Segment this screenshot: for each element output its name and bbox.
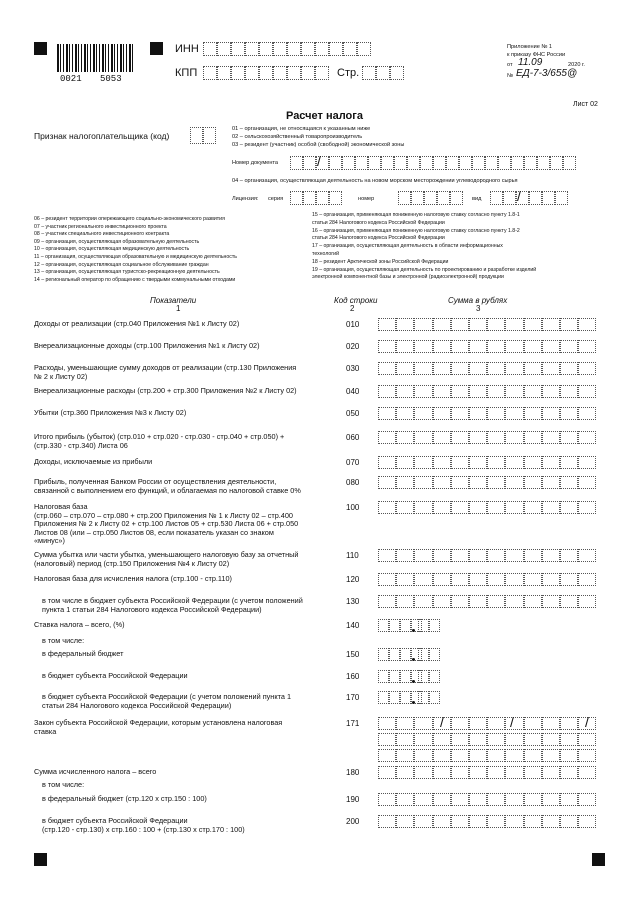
taxpayer-option-03: 03 – резидент (участник) особой (свободной) экономической зоны [232, 142, 405, 148]
row-code: 080 [346, 478, 360, 487]
corner-marker-top-left [34, 42, 47, 55]
row-label: Закон субъекта Российской Федерации, которым установлена налоговая ставка [34, 718, 283, 736]
row-label: Доходы, исключаемые из прибыли [34, 457, 153, 466]
sum-field[interactable] [378, 733, 596, 746]
barcode [57, 44, 135, 72]
sheet-label: Лист 02 [573, 101, 598, 108]
sum-field[interactable] [378, 456, 596, 469]
code-item: 13 – организация, осуществляющая туристско-рекреационную деятельность [34, 269, 220, 276]
sum-field[interactable] [378, 362, 596, 375]
sum-field[interactable] [378, 501, 596, 514]
code-item: статьи 284 Налогового кодекса Российской Федерации [312, 219, 445, 226]
row-label: Налоговая база для исчисления налога (стр.100 - стр.110) [34, 574, 232, 583]
law-slash: / [440, 714, 444, 730]
row-label: Убытки (стр.360 Приложения №3 к Листу 02) [34, 408, 187, 417]
sum-field[interactable] [378, 549, 596, 562]
corner-marker-bottom-right [592, 853, 605, 866]
appendix-number: ЕД-7-3/655@ [516, 68, 578, 79]
row-code: 200 [346, 817, 360, 826]
doc-number-field[interactable] [290, 156, 576, 170]
kpp-label: КПП [175, 67, 198, 79]
sum-field[interactable] [378, 385, 596, 398]
row-label: Доходы от реализации (стр.040 Приложения №1 к Листу 02) [34, 319, 240, 328]
law-slash: / [510, 714, 514, 730]
inn-label: ИНН [175, 43, 199, 55]
row-code: 030 [346, 364, 360, 373]
code-item: 16 – организация, применяющая пониженную налоговую ставку согласно пункту 1.8-2 [312, 227, 520, 234]
taxpayer-sign-field[interactable] [190, 127, 216, 144]
decimal-dot [412, 629, 415, 632]
code-item: 15 – организация, применяющая пониженную налоговую ставку согласно пункту 1.8-1 [312, 212, 520, 218]
kpp-field[interactable] [203, 66, 329, 80]
rate-fraction-field[interactable] [418, 670, 440, 683]
col-number-1: 1 [176, 304, 181, 313]
decimal-dot [412, 680, 415, 683]
sum-field[interactable] [378, 340, 596, 353]
row-label: в федеральный бюджет [42, 649, 124, 658]
row-label: в бюджет субъекта Российской Федерации (стр.120 - стр.130) х стр.160 : 100 + (стр.130 х стр.170 : 100) [42, 816, 245, 834]
sum-field[interactable] [378, 431, 596, 444]
law-slash: / [585, 714, 589, 730]
row-code: 100 [346, 503, 360, 512]
appendix-date: 11.09 [518, 57, 543, 68]
license-number-label: номер [358, 196, 375, 202]
row-label: в том числе: [42, 780, 85, 789]
row-code: 010 [346, 320, 360, 329]
corner-marker-top-mid [150, 42, 163, 55]
decimal-dot [412, 658, 415, 661]
sum-field[interactable] [378, 407, 596, 420]
row-label: в бюджет субъекта Российской Федерации (с учетом положений пункта 1 статьи 284 Налогового кодекса Российской Федерации) [42, 692, 292, 710]
license-series-field[interactable] [290, 191, 342, 205]
row-label: в бюджет субъекта Российской Федерации [42, 671, 188, 680]
taxpayer-option-02: 02 – сельскохозяйственный товаропроизводитель [232, 134, 363, 140]
appendix-line1: Приложение № 1 [507, 44, 553, 50]
sum-field[interactable] [378, 595, 596, 608]
code-item: 08 – участник специального инвестиционного контракта [34, 231, 170, 238]
sum-field[interactable] [378, 717, 596, 730]
row-code: 020 [346, 342, 360, 351]
code-item: 09 – организация, осуществляющая образовательную деятельность [34, 238, 200, 245]
barcode-number-left: 0021 [60, 74, 82, 84]
row-code: 040 [346, 387, 360, 396]
license-label: Лицензия: [232, 196, 259, 202]
row-code: 050 [346, 409, 360, 418]
row-code: 070 [346, 458, 360, 467]
row-label: Сумма исчисленного налога – всего [34, 767, 157, 776]
row-code: 170 [346, 693, 360, 702]
code-item: 10 – организация, осуществляющая медицинскую деятельность [34, 246, 190, 253]
row-label: Прибыль, полученная Банком России от осуществления деятельности, связанной с выполнением его функций, и облагаемая по налоговой ставке 0% [34, 477, 301, 495]
license-type-field[interactable] [490, 191, 568, 205]
sum-field[interactable] [378, 318, 596, 331]
code-item: 07 – участник регионального инвестиционного проекта [34, 223, 167, 230]
appendix-year: 2020 г. [568, 62, 585, 68]
taxpayer-sign-label: Признак налогоплательщика (код) [34, 131, 170, 141]
row-label: Расходы, уменьшающие сумму доходов от реализации (стр.130 Приложения № 2 к Листу 02) [34, 363, 297, 381]
code-item: технологий [312, 251, 339, 257]
code-item: 12 – организация, осуществляющая социальное обслуживание граждан [34, 261, 209, 268]
row-code: 060 [346, 433, 360, 442]
appendix-no-prefix: № [507, 73, 514, 79]
code-item: 17 – организация, осуществляющая деятельность в области информационных [312, 243, 503, 250]
row-label: Итого прибыль (убыток) (стр.010 + стр.020 - стр.030 - стр.040 + стр.050) + (стр.330 - стр.340) Листа 06 [34, 432, 285, 450]
col-header-sum: Сумма в рублях [448, 296, 508, 305]
corner-marker-bottom-left [34, 853, 47, 866]
row-code: 150 [346, 650, 360, 659]
col-header-indicators: Показатели [150, 296, 197, 305]
row-label: в том числе в бюджет субъекта Российской Федерации (с учетом положений пункта 1 статьи 284 Налогового кодекса Российской Федерации) [42, 596, 303, 614]
row-code: 160 [346, 672, 360, 681]
row-label: в федеральный бюджет (стр.120 х стр.150 : 100) [42, 794, 207, 803]
code-item: статьи 284 Налогового кодекса Российской Федерации [312, 235, 445, 242]
row-code: 180 [346, 768, 360, 777]
row-code: 130 [346, 597, 360, 606]
code-item: 06 – резидент территории опережающего социально-экономического развития [34, 216, 225, 222]
rate-fraction-field[interactable] [418, 691, 440, 704]
appendix-line2: к приказу ФНС России [507, 52, 566, 58]
row-label: Налоговая база (стр.060 – стр.070 – стр.080 + стр.200 Приложения № 1 к Листу 02 – стр.400 Приложения № 2 к Листу 02 + стр.100 Листов 05 + стр.530 Листа 06 + стр.050 Листов 08 (или – стр.050 Листов 08, если показатель указан со знаком «минус») [34, 502, 299, 546]
row-label: Внереализационные расходы (стр.200 + стр.300 Приложения №2 к Листу 02) [34, 386, 297, 395]
sum-field[interactable] [378, 766, 596, 779]
row-label: Сумма убытка или части убытка, уменьшающего налоговую базу за отчетный (налоговый) период (стр.150 Приложения №4 к Листу 02) [34, 550, 299, 568]
taxpayer-option-04: 04 – организация, осуществляющая деятельность на новом морском месторождении углеводородного сырья [232, 178, 518, 184]
doc-number-label: Номер документа [232, 160, 279, 166]
code-item: 18 – резидент Арктической зоны Российской Федерации [312, 258, 449, 265]
doc-number-slash: / [317, 153, 321, 169]
sum-field[interactable] [378, 573, 596, 586]
page-title: Расчет налога [286, 110, 363, 122]
taxpayer-option-01: 01 – организация, не относящаяся к указанным ниже [232, 126, 371, 132]
rate-fraction-field[interactable] [418, 648, 440, 661]
license-number-field[interactable] [398, 191, 463, 205]
inn-field[interactable] [203, 42, 371, 56]
row-code: 140 [346, 621, 360, 630]
code-item: 11 – организация, осуществляющая образовательную и медицинскую деятельность [34, 254, 237, 260]
row-code: 120 [346, 575, 360, 584]
decimal-dot [412, 701, 415, 704]
row-code: 110 [346, 551, 359, 560]
code-item: электронной компонентной базы и электронной (радиоэлектронной) продукции [312, 274, 504, 281]
row-code: 171 [346, 719, 360, 728]
code-item: 14 – региональный оператор по обращению с твердыми коммунальными отходами [34, 276, 236, 283]
row-code: 190 [346, 795, 360, 804]
barcode-number-right: 5053 [100, 74, 122, 84]
row-label: Внереализационные доходы (стр.100 Приложения №1 к Листу 02) [34, 341, 260, 350]
code-item: 19 – организация, осуществляющая деятельность по проектированию и разработке изделий [312, 266, 537, 273]
license-type-slash: / [517, 188, 521, 204]
sum-field[interactable] [378, 793, 596, 806]
col-header-code: Код строки [334, 296, 378, 305]
sum-field[interactable] [378, 476, 596, 489]
license-series-label: серия [268, 196, 284, 202]
row-label: Ставка налога – всего, (%) [34, 620, 125, 629]
page-label: Стр. [337, 67, 360, 79]
license-type-label: вид [472, 196, 482, 202]
col-number-3: 3 [476, 304, 481, 313]
col-number-2: 2 [350, 304, 355, 313]
sum-field[interactable] [378, 749, 596, 762]
sum-field[interactable] [378, 815, 596, 828]
page-field[interactable] [362, 66, 404, 80]
appendix-date-prefix: от [507, 62, 513, 68]
rate-fraction-field[interactable] [418, 619, 440, 632]
row-label: в том числе: [42, 636, 85, 645]
